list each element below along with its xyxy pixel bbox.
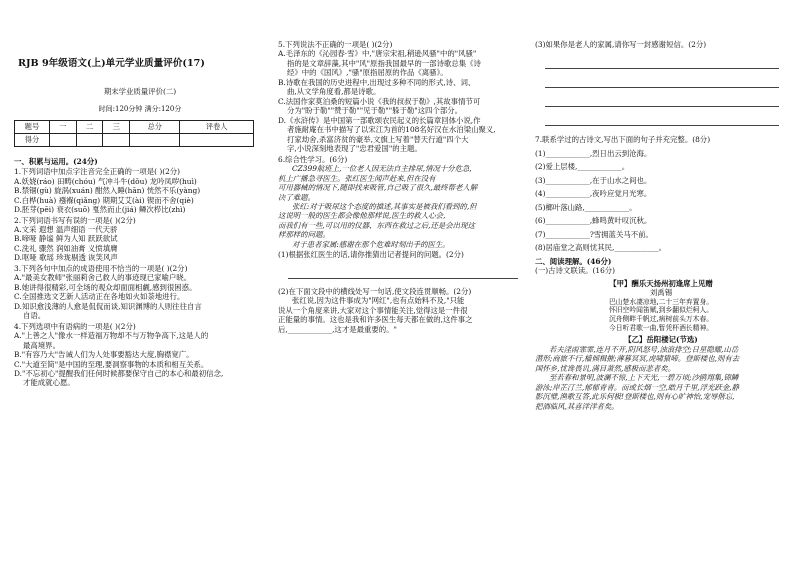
score-input-cell[interactable]: [76, 133, 103, 146]
fill-blank[interactable]: (6)____________,蜂鸣黄叶叹沉秋。: [535, 216, 652, 226]
question-text: 3.下列各句中加点的成语使用不恰当的一项是( )(2分): [14, 263, 188, 273]
fill-blank[interactable]: (1)____________,烈日出云到沧海。: [535, 148, 652, 158]
answer-line[interactable]: [545, 94, 779, 107]
passage-text: 张红说,因为这件事成为"网红",也有点始料不及,"只能: [292, 296, 465, 306]
poem-line: 沉舟侧畔千帆过,病树前头万木春。: [608, 314, 714, 323]
option-text: 经》中的《国风》,"骚"原指屈原的作品《离骚》。: [287, 68, 448, 78]
question-text: 6.综合性学习。(6分): [278, 154, 348, 164]
passage-text: 对于患者家属:感谢在那个危难时刻出手的医生。: [292, 239, 450, 249]
question-text: 5.下列说法不正确的一项是( )(2分): [278, 40, 393, 49]
passage-text: 至若春和景明,波澜不惊,上下天光,一碧万顷;沙鸥翔集,锦鳞: [549, 373, 739, 383]
exam-title: RJB 9年级语文(上)单元学业质量评价(17): [18, 58, 205, 69]
option-text: A.毛泽东的《沁园春·雪》中,"唐宗宋祖,稍逊风骚"中的"风骚": [278, 49, 477, 59]
option-text: C."大道至简"是中国的至理,要洞察事物的本质和相互关系。: [14, 359, 209, 369]
score-cell: 得分: [15, 133, 50, 146]
question-text: 7.联系学过的古诗文,写出下面的句子并充完整。(8分): [535, 135, 711, 145]
passage-text: 可用器械的情况下,随即找来吸管,自己吸了很久,最终帮老人解: [278, 183, 478, 193]
score-cell: 总分: [130, 120, 180, 133]
score-cell: 题号: [15, 120, 50, 133]
option-text: D.呕哑 歌瑶 珍珑剔透 诙笑风声: [14, 253, 118, 263]
poem-author: 刘禹锡: [649, 288, 673, 298]
passage-text: 影沉璧,渔歌互答,此乐何极!登斯楼也,则有心旷神怡,宠辱偕忘,: [535, 392, 735, 402]
option-text: 分为"盼于勒""赞于勒""见于勒""躲于勒"这四个部分。: [287, 106, 463, 116]
option-text: 字,小说深刻地表现了"忠君爱国"的主题。: [287, 144, 422, 154]
passage-title: 【乙】岳阳楼记(节选): [624, 335, 698, 345]
poem-line: 今日听君歌一曲,暂凭杯酒长精神。: [608, 323, 714, 332]
option-text: C.法国作家莫泊桑的短篇小说《我的叔叔于勒》,其故事情节可: [278, 96, 481, 106]
question-text: 1.下列词语中加点字注音完全正确的一项是( )(2分): [14, 167, 181, 177]
option-text: B.诗歌在我国的历史进程中,出现过多种不同的形式,诗、词、: [278, 77, 476, 87]
option-text: A."最美女教师"张丽莉舍己救人的事迹现已家喻户晓。: [14, 273, 192, 283]
option-text: C.全国推选文艺新人活动正在各地如火如荼地进行。: [14, 292, 185, 302]
question-text: (1)根据张红医生的话,请你推猜出记者提问的问题。(2分): [278, 250, 464, 260]
exam-subtitle: 期末学业质量评价(二): [103, 87, 177, 97]
option-text: A.文采 遐想 温声细语 一代天骄: [14, 224, 118, 234]
subsection-heading: (一)古诗文联读。(16分): [535, 266, 616, 276]
option-text: D.知识愈浅薄的人愈是侃侃而谈,知识渊博的人则往往自言: [14, 301, 202, 311]
question-text: 2.下列词语书写有误的一项是( )(2分): [14, 215, 136, 225]
fill-blank[interactable]: (2)爱上层楼,____________。: [535, 162, 630, 172]
option-text: 打家劫舍,杀富济贫的豪举,文旗上写着"替天行道"四个大: [287, 134, 469, 144]
score-cell: 二: [76, 120, 103, 133]
section-heading: 一、积累与运用。(24分): [14, 156, 98, 166]
column-left: [14, 0, 266, 561]
score-input-cell[interactable]: [103, 133, 130, 146]
option-text: D.胚芽(pēi) 衰衣(suō) 戛然而止(jiá) 鳞次栉比(zhì): [14, 205, 186, 215]
answer-line[interactable]: [288, 266, 518, 279]
answer-line[interactable]: [545, 75, 779, 88]
column-middle: [278, 0, 526, 561]
passage-text: 游泳;岸芷汀兰,郁郁青青。而或长烟一空,皓月千里,浮光跃金,静: [535, 382, 740, 392]
answer-line[interactable]: [545, 113, 779, 126]
passage-text: 而我们有一些,可以用的仪器、东西在救过之后,还是会出现这: [278, 220, 475, 230]
option-text: 才能成就心愿。: [23, 378, 75, 388]
score-cell: 三: [103, 120, 130, 133]
score-cell: 评卷人: [180, 120, 254, 133]
fill-blank[interactable]: (4)____________,夜吟应觉月光寒。: [535, 189, 652, 199]
option-text: 者施耐庵在书中描写了以宋江为首的108名好汉在水泊梁山聚义,: [287, 125, 496, 135]
option-text: D."不忘初心"提醒我们任何时候都要保守自己的本心和最初信念,: [14, 369, 224, 378]
question-text: (3)如果你是老人的家属,请你写一封感谢短信。(2分): [535, 40, 707, 49]
option-text: C.白桦(huà) 襁褓(qiǎng) 期期艾艾(ài) 锲而不舍(qiè): [14, 195, 194, 205]
poem-line: 怀旧空吟闻笛赋,到乡翻似烂柯人。: [608, 306, 714, 315]
option-text: A."上善之人"像水一样造福万物却不与万物争高下,这是人的: [14, 331, 209, 341]
passage-text: 把酒临风,其喜洋洋者矣。: [535, 401, 619, 411]
question-text: 4.下列选项中有语病的一项是( )(2分): [14, 321, 136, 331]
fill-blank[interactable]: (3)____________,在于山水之间也。: [535, 175, 652, 185]
passage-text: 国怀乡,忧谗畏讥,满目萧然,感极而悲者矣。: [535, 363, 676, 373]
column-right: [535, 0, 787, 561]
option-text: 曲,从文学角度看,都是诗歌。: [287, 87, 381, 97]
option-text: 指的是文章辞藻,其中"风"原指我国最早的一部诗歌总集《诗: [287, 58, 481, 68]
option-text: 最高境界。: [23, 340, 60, 350]
option-text: B."有容乃大"告诫人们为人处事要豁达大度,胸襟宽广。: [14, 350, 194, 360]
passage-text: 这说明一般的医生都会像他那样说,医生的救人心会,: [278, 211, 446, 221]
passage-text: 样那样的问题。: [278, 230, 330, 240]
time-score: 时间:120分钟 满分:120分: [98, 104, 182, 113]
fill-blank[interactable]: (5)榔叶落山路,____________。: [535, 202, 637, 212]
option-text: 自语。: [23, 311, 46, 321]
passage-text: 后,____________,这才是最重要的。": [278, 324, 397, 334]
option-text: C.洗礼 骤然 润如油膏 义愤填膺: [14, 243, 118, 253]
score-input-cell[interactable]: [50, 133, 77, 146]
option-text: A.妖娆(ráo) 田畴(chóu) 气冲斗牛(dǒu) 龙吟凤哕(huì): [14, 176, 197, 186]
option-text: B.她讲得很精彩,可全场的观众却面面相觑,感到很困惑。: [14, 282, 197, 292]
poem-title: 【甲】酬乐天扬州初逢席上见赠: [609, 278, 713, 288]
score-cell: 一: [50, 120, 77, 133]
option-text: D.《水浒传》是中国第一部歌颂农民起义的长篇章回体小说,作: [278, 115, 481, 125]
question-text: (2)在下面文段中的横线处写一句话,使文段连贯顺畅。(2分): [278, 286, 472, 296]
answer-line[interactable]: [545, 56, 779, 69]
score-table: [14, 120, 254, 147]
fill-blank[interactable]: (8)居庙堂之高则忧其民,____________。: [535, 243, 667, 253]
passage-text: 潜形;商旅不行,樯倾楫摧;薄暮冥冥,虎啸猿啼。登斯楼也,则有去: [535, 354, 740, 364]
passage-text: 机上广播急寻医生。张红医生闻声赶来,但在没有: [278, 173, 436, 183]
score-input-cell[interactable]: [180, 133, 254, 146]
passage-text: 说从一个角度来讲,大家对这个事情能关注,觉得这是一件很: [278, 305, 468, 315]
poem-line: 巴山楚水凄凉地,二十三年弃置身。: [608, 297, 714, 306]
score-input-cell[interactable]: [130, 133, 180, 146]
section-heading: 二、阅读理解。(46分): [535, 256, 612, 266]
fill-blank[interactable]: (7)____________?雪拥蓝关马不前。: [535, 229, 653, 239]
option-text: B.禁锢(gù) 旋涡(xuán) 酣然入睡(hān) 恍然不乐(yàng): [14, 186, 201, 196]
passage-text: 决了难题。: [278, 192, 315, 202]
passage-text: CZ399航班上,一位老人因无法自主排尿,情况十分危急,: [292, 164, 472, 174]
passage-text: 若夫淫雨霏霏,连月不开,阴风怒号,浊浪排空;日星隐耀,山岳: [549, 344, 739, 354]
passage-text: 张红:对于吸尿这个态度的描述,其事实是被我们看到的,但: [292, 201, 477, 211]
option-text: B.啼哑 静谧 鲜为人知 跃跃欲试: [14, 234, 118, 244]
passage-text: 正能量的事情。这也是我和许多医生每天都在做的,这件事之: [278, 315, 473, 325]
